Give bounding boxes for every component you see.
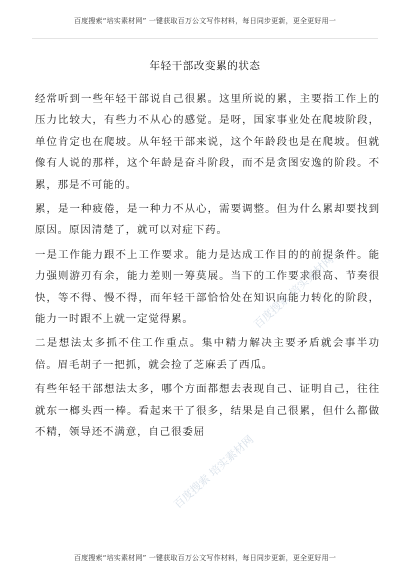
paragraph: 一是工作能力跟不上工作要求。能力是达成工作目的的前提条件。能力强则游刃有余，能力差则一筹莫展。当下的工作要求很高、节奏很快，等不得、慢不得，而年轻干部恰恰处在知识向能力转化的阶段，能力一时跟不上就一定觉得累。 [35,248,380,326]
header-banner: 百度搜索“培实素材网” 一键获取百万公文写作材料，每日同步更新，更全更好用一 [73,17,337,25]
footer-banner: 百度搜索“培实素材网” 一键获取百万公文写作材料，每日同步更新，更全更好用一 [73,554,337,562]
paragraph: 有些年轻干部想法太多，哪个方面都想去表现自己、证明自己，往往就东一榔头西一棒。看起来干了很多，结果是自己很累，但什么都做不精，领导还不满意，自己很委屈 [35,383,380,439]
watermark: 百度搜索 培实素材网 [251,252,337,332]
header-divider [32,38,378,39]
paragraph: 累，是一种疲倦，是一种力不从心，需要调整。但为什么累却要找到原因。原因清楚了，就可以对症下药。 [35,203,380,237]
document-title: 年轻干部改变累的状态 [149,60,261,72]
paragraph: 经常听到一些年轻干部说自己很累。这里所说的累，主要指工作上的压力比较大，有些力不从心的感觉。是呀，国家事业处在爬坡阶段，单位肯定也在爬坡。从年轻干部来说，这个年龄段也是在爬坡。但就像有人说的那样，这个年龄是奋斗阶段，而不是贪图安逸的阶段。不累，那是不可能的。 [35,93,380,191]
watermark: 百度搜索 培实素材网 [171,432,257,512]
document-body [35,89,380,447]
paragraph: 二是想法太多抓不住工作重点。集中精力解决主要矛盾就会事半功倍。眉毛胡子一把抓，就会捡了芝麻丢了西瓜。 [35,337,380,371]
